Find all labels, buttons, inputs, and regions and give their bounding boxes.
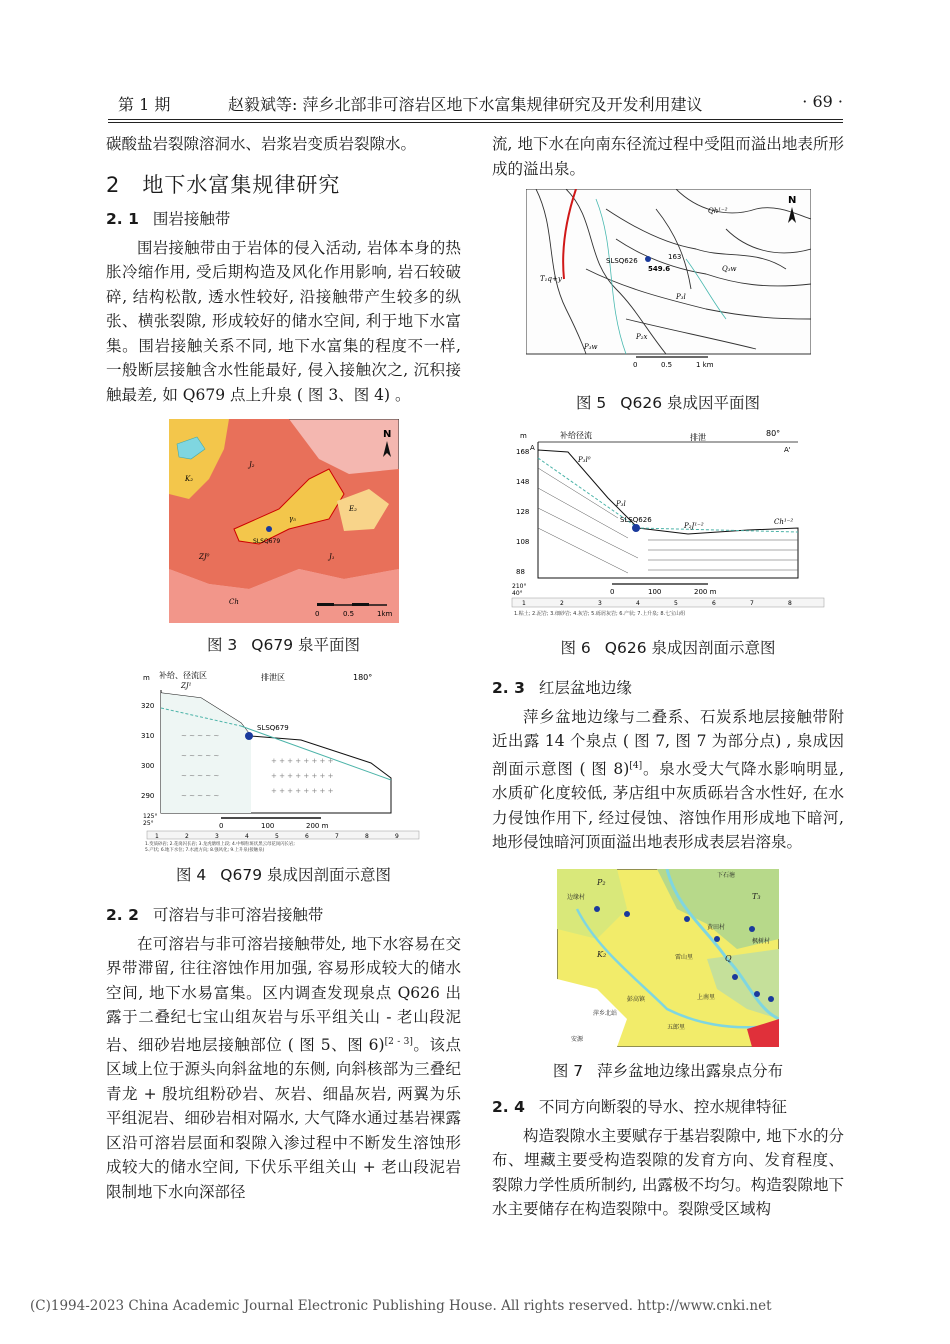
fig4-legend-5: 5 [275, 832, 279, 840]
figure-title: 萍乡盆地边缘出露泉点分布 [597, 1061, 784, 1080]
fig4-legend-2: 2 [185, 832, 189, 840]
fig6-legend-8: 8 [788, 599, 792, 607]
fig4-legend-7: 7 [335, 832, 339, 840]
figure-7-caption [492, 1059, 844, 1084]
fig7-place-8: 萍乡北站 [593, 1009, 618, 1017]
section-2-1-paragraph: 围岩接触带由于岩体的侵入活动, 岩体本身的热胀冷缩作用, 受后期构造及风化作用影响, 岩石较破碎, 结构松散, 透水性较好, 沿接触带产生较多的纵张、横张裂隙, 形成较好的储水空间, 利于地下水富集。围岩接触关系不同, 地下水富集的程度不一样, 一般断层接触含水性能最好, 侵入接触次之, 沉积接触最差, 如 Q679 点上升泉 ( 图 3、图 4) 。 [106, 238, 461, 404]
fig6-dip-1: 210° [512, 582, 527, 590]
fig4-azimuth: 180° [353, 672, 373, 682]
fig6-y-unit: m [520, 431, 527, 440]
para-text-b: 。该点区域上位于源头向斜盆地的东侧, 向斜核部为三叠纪青龙 + 殷坑组粉砂岩、灰岩、细晶灰岩, 两翼为乐平组泥岩、细砂岩相对隔水, 大气降水通过基岩裸露区沿可溶岩层面和裂隙入渗过程中不断发生溶蚀形成较大的储水空间, 下伏乐平组关山 + 老山段泥岩限制地下水向深部径 [106, 1035, 461, 1201]
figure-5-map [526, 189, 811, 369]
section-title: 红层盆地边缘 [538, 679, 632, 697]
section-title: 围岩接触带 [152, 210, 231, 228]
section-2-1-heading [106, 207, 461, 232]
section-2-4-paragraph: 构造裂隙水主要赋存于基岩裂隙中, 地下水的分布、埋藏主要受构造裂隙的发育方向、发育程度、裂隙力学性质所制约, 出露极不均匀。构造裂隙地下水主要储存在构造裂隙中。裂隙受区域构 [492, 1126, 844, 1218]
fig7-place-3: 黄田村 [707, 923, 726, 931]
fig6-end-a: A [530, 443, 535, 452]
right-column [492, 132, 844, 1222]
fig5-unit-2: T₁q+y [539, 275, 562, 283]
fig6-point-label: SLSQ626 [620, 515, 652, 524]
scale-half: 0.5 [660, 361, 672, 369]
fig7-place-1: 下石塘 [717, 871, 736, 879]
fig4-dip-2: 25° [143, 819, 154, 827]
fig6-end-b: A' [784, 445, 791, 454]
section-2-4-heading [492, 1095, 844, 1120]
figure-4-svg [141, 668, 426, 853]
citation[interactable]: [4] [629, 760, 643, 771]
fig3-unit-1: K₂ [184, 475, 193, 483]
fig5-elev: 549.6 [647, 265, 670, 273]
fig4-legend-1: 1 [155, 832, 159, 840]
fig4-tick-310: 310 [141, 731, 155, 740]
fig4-legend-3: 3 [215, 832, 219, 840]
para-text-b: 。泉水受大气降水影响明显, 水质矿化度较低, 茅店组中灰质砾岩含水性好, 在水力侵蚀作用下, 经过侵蚀、溶蚀作用形成地下暗河, 地形侵蚀暗河顶面溢出地表形成表层岩溶泉。 [492, 759, 844, 851]
fig6-unit-1: P₃l⁰ [578, 455, 591, 464]
fig3-point-label: SLSQ679 [252, 538, 280, 545]
copyright-footer: (C)1994-2023 China Academic Journal Electronic Publishing House. All rights reserved. http://www.cnki.net [30, 1298, 772, 1314]
issue-number: 第 1 期 [118, 95, 171, 114]
fig6-x-100: 100 [648, 587, 662, 596]
figure-title: Q626 泉成因剖面示意图 [604, 638, 776, 657]
fig6-x-0: 0 [610, 587, 615, 596]
fig5-unit-4: P₂x [635, 333, 647, 341]
figure-label: 图 5 [575, 394, 607, 412]
fig4-legend-4: 4 [245, 832, 249, 840]
figure-label: 图 3 [206, 636, 238, 654]
intro-line: 碳酸盐岩裂隙溶洞水、岩浆岩变质岩裂隙水。 [106, 135, 417, 153]
running-header [108, 92, 843, 114]
fig6-tick-88: 88 [516, 567, 525, 576]
fig4-legend-8: 8 [365, 832, 369, 840]
fig4-point-label: SLSQ679 [257, 723, 289, 732]
figure-label: 图 7 [552, 1061, 584, 1080]
scale-0: 0 [314, 610, 319, 618]
fig4-dip-1: 125° [143, 812, 158, 820]
header-rule-thin [108, 122, 843, 123]
figure-3-map [169, 419, 399, 623]
header-rule [108, 119, 843, 120]
para-text-a: 在可溶岩与非可溶岩接触带处, 地下水容易在交界带滞留, 往往溶蚀作用加强, 容易形成较大的储水空间, 地下水易富集。区内调查发现泉点 Q626 出露于二叠纪七宝山组灰岩与乐平组关山 - 老山段泥岩、细砂岩地层接触部位 ( 图 5、图 6) [106, 934, 461, 1054]
figure-5-svg [526, 189, 811, 369]
figure-6-caption [492, 636, 844, 661]
fig5-unit-3: P₃l [675, 293, 686, 301]
fig6-unit-4: Ch¹⁻² [774, 517, 794, 526]
fig7-place-10: 安源 [571, 1035, 584, 1043]
fig4-zone-recharge: 补给、径流区 [159, 670, 207, 680]
fig5-unit-1: Qh¹⁻² [707, 207, 728, 215]
figure-3-caption [106, 633, 461, 658]
figure-4-section [141, 668, 426, 853]
fig4-legend-note-1: 1.变质砂岩; 2.花岗闪长岩; 3.龙虎塘组上段; 4.中细粒斑状黑云母花岗闪长岩; [145, 841, 295, 847]
figure-title: Q626 泉成因平面图 [620, 394, 760, 412]
citation[interactable]: [2 - 3] [384, 1036, 413, 1047]
figure-label: 图 6 [560, 638, 591, 657]
fig7-unit-k2: K₂ [597, 949, 607, 959]
section-number: 2. 1 [106, 210, 139, 228]
fig4-legend-note-2: 5.产状; 6.地下水位; 7.水流方向; 8.强风化; 9.上升泉(接触泉) [145, 847, 265, 853]
fig6-x-200: 200 m [694, 587, 717, 596]
fig7-place-6: 上南里 [697, 993, 716, 1001]
figure-7-map [557, 869, 779, 1047]
north-label: N [787, 195, 796, 206]
fig3-unit-6: J₁ [328, 553, 335, 561]
scale-1km: 1 km [695, 361, 714, 369]
fig5-num: 163 [667, 253, 681, 261]
fig6-legend-6: 6 [712, 599, 716, 607]
left-column [106, 132, 461, 1204]
figure-6-svg [508, 428, 828, 618]
svg-text:~ ~ ~ ~ ~: ~ ~ ~ ~ ~ [181, 791, 220, 800]
scale-1km: 1km [376, 610, 392, 618]
fig6-unit-2: P₃l [616, 499, 626, 508]
fig3-unit-3: γ₅ [288, 515, 296, 523]
fig4-x-0: 0 [219, 821, 224, 830]
figure-3-svg [169, 419, 399, 623]
section-number: 2. 2 [106, 906, 139, 924]
continued-paragraph: 流, 地下水在向南东径流过程中受阻而溢出地表所形成的溢出泉。 [492, 135, 844, 178]
fig4-tick-290: 290 [141, 791, 155, 800]
figure-title: Q679 泉成因剖面示意图 [220, 865, 391, 884]
fig4-tick-320: 320 [141, 701, 155, 710]
svg-text:~ ~ ~ ~ ~: ~ ~ ~ ~ ~ [181, 771, 220, 780]
fig7-unit-q: Q [725, 953, 732, 963]
fig6-tick-128: 128 [516, 507, 530, 516]
fig7-place-7: 五郎里 [667, 1023, 686, 1031]
section-2-2-heading [106, 903, 461, 928]
fig7-unit-t3: T₃ [752, 891, 761, 901]
fig7-place-4: 枫树村 [752, 937, 771, 945]
fig5-unit-5: Q₃w [721, 265, 737, 273]
fig7-place-2: 边缘村 [567, 893, 586, 901]
svg-text:+ + + + + + + +: + + + + + + + + [271, 771, 334, 780]
scale-0: 0 [632, 361, 637, 369]
fig6-zone-recharge: 补给径流 [560, 430, 592, 440]
section-title: 可溶岩与非可溶岩接触带 [152, 906, 324, 924]
fig4-x-100: 100 [261, 821, 275, 830]
fig6-legend-3: 3 [598, 599, 602, 607]
svg-text:+ + + + + + + +: + + + + + + + + [271, 756, 334, 765]
north-label: N [382, 429, 391, 440]
section-number: 2. 3 [492, 679, 525, 697]
fig6-tick-148: 148 [516, 477, 530, 486]
fig4-zone-discharge: 排泄区 [261, 672, 285, 682]
figure-label: 图 4 [175, 865, 207, 884]
fig7-place-9: 雷山里 [675, 953, 694, 961]
fig6-legend [512, 598, 824, 607]
svg-text:+ + + + + + + +: + + + + + + + + [271, 786, 334, 795]
fig4-y-unit: m [143, 673, 150, 682]
fig7-unit-p2: P₂ [597, 877, 606, 887]
fig4-unit: ZJ¹ [181, 681, 192, 690]
fig6-dip-2: 40° [512, 589, 523, 597]
section-2-title: 2 地下水富集规律研究 [106, 172, 341, 197]
section-2-3-heading [492, 676, 844, 701]
fig4-legend [147, 831, 419, 840]
figure-4-caption [106, 863, 461, 888]
fig6-legend-1: 1 [522, 599, 526, 607]
running-title: 赵毅斌等: 萍乡北部非可溶岩区地下水富集规律研究及开发利用建议 [228, 95, 703, 114]
figure-title: Q679 泉平面图 [251, 636, 360, 654]
section-2-2-paragraph [106, 932, 461, 1205]
fig5-unit-6: P₃w [583, 343, 598, 351]
fig3-unit-4: E₂ [348, 505, 357, 513]
fig4-legend-6: 6 [305, 832, 309, 840]
svg-text:~ ~ ~ ~ ~: ~ ~ ~ ~ ~ [181, 731, 220, 740]
figure-6-section [508, 428, 828, 618]
page-number: · 69 · [802, 92, 843, 111]
section-2-3-paragraph [492, 705, 844, 855]
fig6-unit-3: P₂J¹⁻² [684, 521, 704, 530]
scale-half: 0.5 [342, 610, 354, 618]
fig3-unit-7: Ch [228, 598, 239, 606]
fig6-legend-note: 1.粘土; 2.泥岩; 3.细砂岩; 4.灰岩; 5.砾屑灰岩; 6.产状; 7.上升泉; 8.七宝山组 [514, 610, 686, 617]
figure-7-svg [557, 869, 779, 1047]
fig5-point-label: SLSQ626 [605, 257, 638, 265]
fig6-azimuth: 80° [766, 428, 781, 438]
fig6-tick-108: 108 [516, 537, 530, 546]
fig4-x-200: 200 m [306, 821, 329, 830]
fig3-unit-2: J₂ [248, 461, 255, 469]
fig7-place-5: 彭高镇 [627, 995, 646, 1003]
section-number: 2. 4 [492, 1098, 525, 1116]
section-title: 不同方向断裂的导水、控水规律特征 [538, 1098, 787, 1116]
fig6-zone-discharge: 排泄 [690, 432, 706, 442]
fig4-tick-300: 300 [141, 761, 155, 770]
fig6-legend-2: 2 [560, 599, 564, 607]
para-text-a: 萍乡盆地边缘与二叠系、石炭系地层接触带附近出露 14 个泉点 ( 图 7, 图 7 为部分点) , 泉成因剖面示意图 ( 图 8) [492, 707, 844, 778]
fig6-tick-168: 168 [516, 447, 530, 456]
fig6-legend-5: 5 [674, 599, 678, 607]
fig3-unit-5: ZJ⁰ [198, 553, 209, 561]
fig6-legend-4: 4 [636, 599, 640, 607]
figure-5-caption [492, 391, 844, 416]
fig6-legend-7: 7 [750, 599, 754, 607]
svg-text:~ ~ ~ ~ ~: ~ ~ ~ ~ ~ [181, 751, 220, 760]
fig4-legend-9: 9 [395, 832, 399, 840]
